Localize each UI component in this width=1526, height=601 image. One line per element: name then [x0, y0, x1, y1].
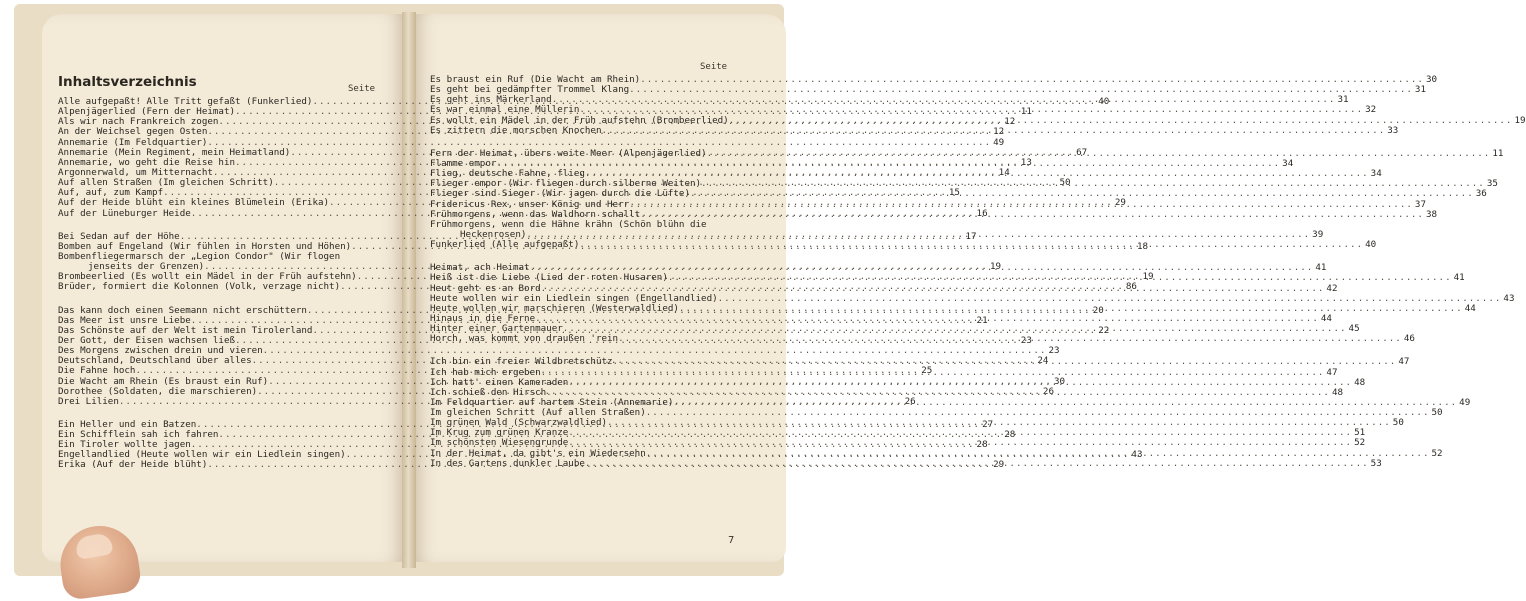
toc-entry-page: 28	[1004, 429, 1016, 441]
toc-entry-title: Des Morgens zwischen drein und vieren	[58, 345, 263, 357]
toc-entry-title: Argonnerwald, um Mitternacht	[58, 166, 213, 178]
toc-entry-title: Ein Heller und ein Batzen	[58, 418, 197, 430]
toc-entry-page: 44	[1320, 312, 1332, 324]
toc-entry-title: Ich schieß den Hirsch	[430, 386, 547, 398]
toc-entry-title: Brombeerlied (Es wollt ein Mädel in der Früh aufstehn)	[58, 271, 357, 283]
toc-entry-title: Es geht ins Märkerland	[430, 94, 552, 106]
toc-entry-page: 19	[989, 261, 1002, 273]
toc-entry-page: 39	[1312, 228, 1324, 240]
toc-entry-page: 29	[993, 459, 1005, 471]
toc-entry-page: 17	[965, 230, 977, 242]
toc-entry-page: 28	[976, 439, 988, 451]
toc-entry-title: Heute wollen wir marschieren (Westerwaldlied)	[430, 302, 679, 314]
toc-entry-page: 26	[904, 395, 916, 407]
toc-entry-page: 43	[1503, 292, 1515, 304]
toc-entry-title: Annemarie, wo geht die Reise hin	[58, 156, 236, 168]
toc-entry-page: 23	[1048, 345, 1060, 357]
toc-leader-dots	[579, 240, 1363, 250]
toc-entry-page: 34	[1370, 168, 1382, 180]
toc-entry-page: 35	[1486, 178, 1498, 190]
toc-entry-title: Im Krug zum grünen Kranze	[430, 427, 569, 439]
toc-entry-title: Auf der Lüneburger Heide	[58, 207, 191, 219]
toc-leader-dots	[668, 273, 1452, 283]
toc-entry-title: Alle aufgepaßt! Alle Tritt gefaßt (Funkerlied)	[58, 95, 313, 107]
toc-entry-title: Auf, auf, zum Kampf	[58, 187, 164, 199]
toc-entry-page: 48	[1331, 386, 1344, 398]
toc-entry-page: 40	[1365, 239, 1377, 251]
toc-heading: Inhaltsverzeichnis	[58, 74, 197, 90]
toc-entry-title: Heut geht es an Bord	[430, 282, 541, 294]
toc-entry-title: Bombenfliegermarsch der „Legion Condor" (Wir flogen	[58, 250, 341, 262]
toc-entry-title: Ich bin ein freier Wildbretschütz	[430, 356, 613, 368]
toc-entry-page: 30	[1053, 375, 1066, 387]
toc-entry-title: Es geht bei gedämpfter Trommel Klang	[430, 84, 630, 96]
group-spacer	[430, 136, 736, 149]
toc-entry-page: 12	[1004, 116, 1016, 128]
toc-entry-title: Erika (Auf der Heide blüht)	[58, 459, 208, 471]
toc-entry-title: Frühmorgens, wenn die Hähne krähn (Schön blühn die	[430, 218, 707, 230]
toc-entry-title: Bei Sedan auf der Höhe	[58, 230, 180, 242]
toc-entry-title: Flieger sind Sieger (Wir jagen durch die Lüfte)	[430, 188, 690, 200]
toc-entry-page: 18	[1136, 240, 1149, 252]
toc-entry-page: 47	[1398, 356, 1410, 368]
toc-entry-title: Brüder, formiert die Kolonnen (Volk, verzage nicht)	[58, 281, 341, 293]
toc-entry-page: 21	[976, 314, 988, 326]
toc-entry-title: Dorothee (Soldaten, die marschieren)	[58, 385, 258, 397]
toc-entry-title: Annemarie (Im Feldquartier)	[58, 136, 208, 148]
toc-entry-page: 12	[993, 126, 1005, 138]
toc-entry-page: 37	[1414, 198, 1426, 210]
toc-entry-title: An der Weichsel gegen Osten	[58, 126, 208, 138]
toc-entry-page: 11	[1492, 147, 1504, 159]
toc-leader-dots	[640, 207, 1424, 220]
toc-entry-page: 50	[1059, 177, 1071, 189]
toc-entry-page: 24	[1037, 355, 1049, 367]
toc-entry-title: In der Heimat, da gibt's ein Wiedersehn	[430, 447, 646, 459]
toc-entry-title: Im schönsten Wiesengrunde	[430, 437, 569, 449]
toc-entry-page: 20	[1092, 304, 1104, 316]
toc-entry-page: 11	[1020, 106, 1032, 118]
toc-entry-title: Es war einmal eine Müllerin	[430, 104, 580, 116]
toc-entry-title: Das Schönste auf der Welt ist mein Tirolerland	[58, 324, 313, 336]
toc-leader-dots	[618, 334, 1402, 344]
toc-entry-page: 19	[1142, 271, 1154, 283]
toc-entry-page: 34	[1282, 157, 1294, 169]
left-page-column-label: Seite	[348, 84, 376, 94]
toc-entry-page: 47	[1326, 366, 1338, 378]
toc-entry-page: 31	[1337, 94, 1349, 106]
toc-entry-title: Horch, was kommt von draußen 'rein	[430, 333, 619, 345]
toc-entry-title: Ich hatt' einen Kameraden	[430, 376, 569, 388]
toc-entry-page: 27	[982, 418, 994, 430]
toc-entry-page: 22	[1098, 324, 1110, 336]
toc-entry-page: 31	[1414, 84, 1426, 96]
group-spacer	[58, 407, 386, 420]
toc-entry-title: Bomben auf Engeland (Wir fühlen in Horsten und Höhen)	[58, 240, 352, 252]
toc-entry-title: Flamme empor	[430, 157, 497, 169]
toc-entry-page: 23	[1020, 334, 1032, 346]
toc-entry-page: 41	[1315, 262, 1327, 274]
toc-entry-title: Als wir nach Frankreich zogen	[58, 116, 219, 128]
toc-entry-title: Es zittern die morschen Knochen	[430, 124, 602, 136]
toc-entry-title: Flieg, deutsche Fahne, flieg	[430, 168, 585, 180]
toc-entry-page: 50	[1392, 417, 1404, 429]
toc-entry-title: Der Gott, der Eisen wachsen ließ	[58, 334, 236, 346]
right-page-column-label: Seite	[700, 62, 728, 72]
toc-entry-title: Das Meer ist unsre Liebe	[58, 314, 191, 326]
toc-entry-page: 33	[1387, 124, 1399, 136]
toc-entry-title: Es braust ein Ruf (Die Wacht am Rhein)	[430, 73, 641, 85]
toc-entry-title: Ich hab mich ergeben	[430, 366, 541, 378]
toc-entry-title: Auf der Heide blüht ein kleines Blümelein (Erika)	[58, 197, 330, 209]
toc-entry-page: 50	[1431, 407, 1443, 419]
toc-entry-page: 32	[1365, 104, 1377, 116]
toc-entry-page: 13	[1020, 156, 1032, 168]
toc-entry-page: 25	[921, 365, 933, 377]
toc-entry-page: 15	[948, 187, 960, 199]
toc-entry-title: Hinaus in die Ferne	[430, 312, 536, 324]
toc-entry-title: Auf allen Straßen (Im gleichen Schritt)	[58, 177, 274, 189]
toc-entry-title: Deutschland, Deutschland über alles	[58, 355, 252, 367]
toc-entry-page: 19	[1514, 114, 1526, 126]
toc-entry-page: 40	[1098, 95, 1110, 107]
toc-entry-title: Alpenjägerlied (Fern der Heimat)	[58, 106, 236, 118]
toc-entry-page: 26	[1042, 385, 1054, 397]
group-spacer	[58, 293, 386, 306]
toc-entry-page: 49	[1459, 396, 1471, 408]
toc-entry-page: 45	[1348, 323, 1360, 335]
toc-entry-title: Fern der Heimat, übers weite Meer (Alpenjägerlied)	[430, 147, 707, 159]
toc-entry-title: Es wollt ein Mädel in der Früh aufstehn (Brombeerlied)	[430, 114, 729, 126]
toc-leader-dots	[585, 459, 1369, 469]
toc-entry-title: Ein Schifflein sah ich fahren	[58, 429, 219, 441]
group-spacer	[58, 219, 386, 232]
toc-entry-page: 43	[1131, 449, 1143, 461]
toc-entry-title: Heckenrosen)	[460, 228, 527, 240]
toc-entry-title: Heimat, ach Heimat	[430, 262, 530, 274]
toc-entry-title: Im gleichen Schritt (Auf allen Straßen)	[430, 407, 646, 419]
toc-entry-page: 51	[1354, 427, 1366, 439]
toc-leader-dots	[601, 126, 1385, 136]
toc-entry-title: Funkerlied (Alle aufgepaßt)	[430, 239, 580, 251]
toc-entry-title: Fridericus Rex, unser König und Herr	[430, 198, 630, 210]
toc-entry-title: Das kann doch einen Seemann nicht erschüttern	[58, 304, 307, 316]
right-page-number: 7	[728, 535, 735, 546]
toc-entry-title: Im grünen Wald (Schwarzwaldlied)	[430, 417, 608, 429]
toc-entry-page: 46	[1403, 333, 1415, 345]
toc-entry-page: 52	[1354, 437, 1366, 449]
toc-entry-title: Ein Tiroler wollte jagen	[58, 439, 191, 451]
toc-entry-title: Drei Lilien	[58, 395, 119, 407]
toc-entry-title: Flieger empor (Wir fliegen durch silberne Weiten)	[430, 178, 702, 190]
toc-entry-page: 49	[993, 136, 1005, 148]
toc-entry-title: Heute wollen wir ein Liedlein singen (Engellandlied)	[430, 292, 718, 304]
toc-entry-page: 36	[1475, 188, 1487, 200]
toc-entry-page: 44	[1464, 302, 1476, 314]
toc-entry-page: 30	[1425, 73, 1438, 85]
toc-entry-page: 52	[1431, 447, 1443, 459]
toc-entry-title: Die Fahne hoch	[58, 365, 136, 377]
toc-entry-page: 29	[1114, 197, 1126, 209]
toc-entry-page: 41	[1453, 272, 1465, 284]
toc-entry-title: Annemarie (Mein Regiment, mein Heimatland)	[58, 146, 291, 158]
toc-leader-dots	[613, 357, 1397, 367]
toc-entry-page: 38	[1425, 208, 1438, 220]
toc-entry-title: jenseits der Grenzen)	[88, 261, 205, 273]
toc-entry-title: Hinter einer Gartenmauer	[430, 323, 563, 335]
toc-entry-page: 16	[976, 207, 988, 219]
toc-entry-title: Frühmorgens, wenn das Waldhorn schallt	[430, 208, 641, 220]
toc-entry-page: 42	[1326, 282, 1338, 294]
toc-entry-title: Heiß ist die Liebe (Lied der roten Husaren)	[430, 272, 668, 284]
toc-entry-title: Im Feldquartier auf hartem Stein (Annemarie)	[430, 396, 674, 408]
toc-entry-title: Engellandlied (Heute wollen wir ein Liedlein singen)	[58, 449, 346, 461]
toc-entry-page: 53	[1370, 457, 1382, 469]
toc-entry-title: Die Wacht am Rhein (Es braust ein Ruf)	[58, 375, 269, 387]
toc-entry-title: In des Gartens dunkler Laube	[430, 457, 585, 469]
toc-entry-page: 48	[1354, 376, 1366, 388]
toc-entry-page: 14	[998, 166, 1010, 178]
toc-entry-page: 67	[1076, 146, 1088, 158]
toc-entry-page: 86	[1125, 281, 1137, 293]
